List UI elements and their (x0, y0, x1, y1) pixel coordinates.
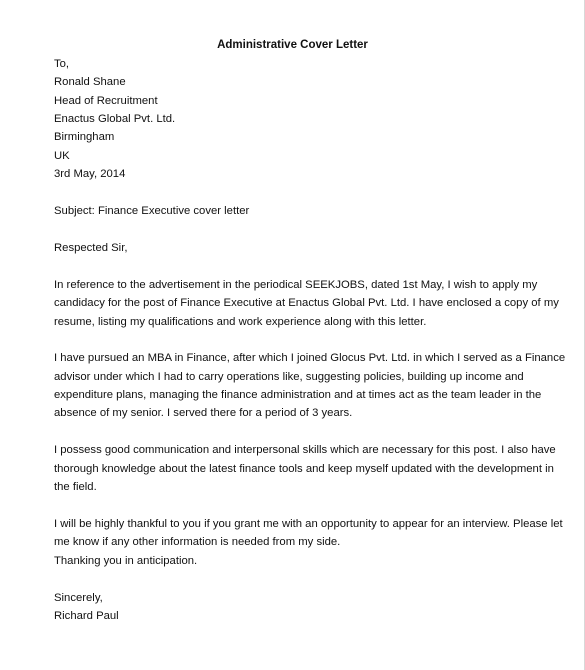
paragraph-line: I have pursued an MBA in Finance, after which I joined Glocus Pvt. Ltd. in which I served as a Finance (54, 352, 566, 364)
recipient-city: Birmingham (54, 131, 115, 143)
paragraph-line: resume, listing my qualifications and work experience along with this letter. (54, 316, 427, 328)
signature: Richard Paul (54, 610, 119, 622)
paragraph-line: I will be highly thankful to you if you grant me with an opportunity to appear for an interview. Please let (54, 518, 563, 530)
paragraph-line: In reference to the advertisement in the periodical SEEKJOBS, dated 1st May, I wish to apply my (54, 279, 538, 291)
paragraph-line: candidacy for the post of Finance Executive at Enactus Global Pvt. Ltd. I have enclosed a copy of my (54, 297, 559, 309)
subject-line: Subject: Finance Executive cover letter (54, 205, 250, 217)
paragraph-line: Thanking you in anticipation. (54, 555, 198, 567)
recipient-position: Head of Recruitment (54, 95, 158, 107)
letter-date: 3rd May, 2014 (54, 168, 126, 180)
paragraph-line: advisor under which I had to carry operations like, suggesting policies, building up income and (54, 371, 524, 383)
letter-title: Administrative Cover Letter (217, 39, 368, 51)
paragraph-line: the field. (54, 481, 97, 493)
recipient-to: To, (54, 58, 70, 70)
paragraph-line: expenditure plans, managing the finance administration and at times act as the team leader in the (54, 389, 542, 401)
paragraph-line: I possess good communication and interpersonal skills which are necessary for this post. I also have (54, 444, 556, 456)
closing: Sincerely, (54, 592, 103, 604)
paragraph-line: absence of my senior. I served there for a period of 3 years. (54, 407, 353, 419)
recipient-company: Enactus Global Pvt. Ltd. (54, 113, 176, 125)
paragraph-line: me know if any other information is needed from my side. (54, 536, 341, 548)
paragraph-line: thorough knowledge about the latest finance tools and keep myself updated with the development in (54, 463, 554, 475)
salutation: Respected Sir, (54, 242, 128, 254)
recipient-country: UK (54, 150, 70, 162)
recipient-name: Ronald Shane (54, 76, 126, 88)
